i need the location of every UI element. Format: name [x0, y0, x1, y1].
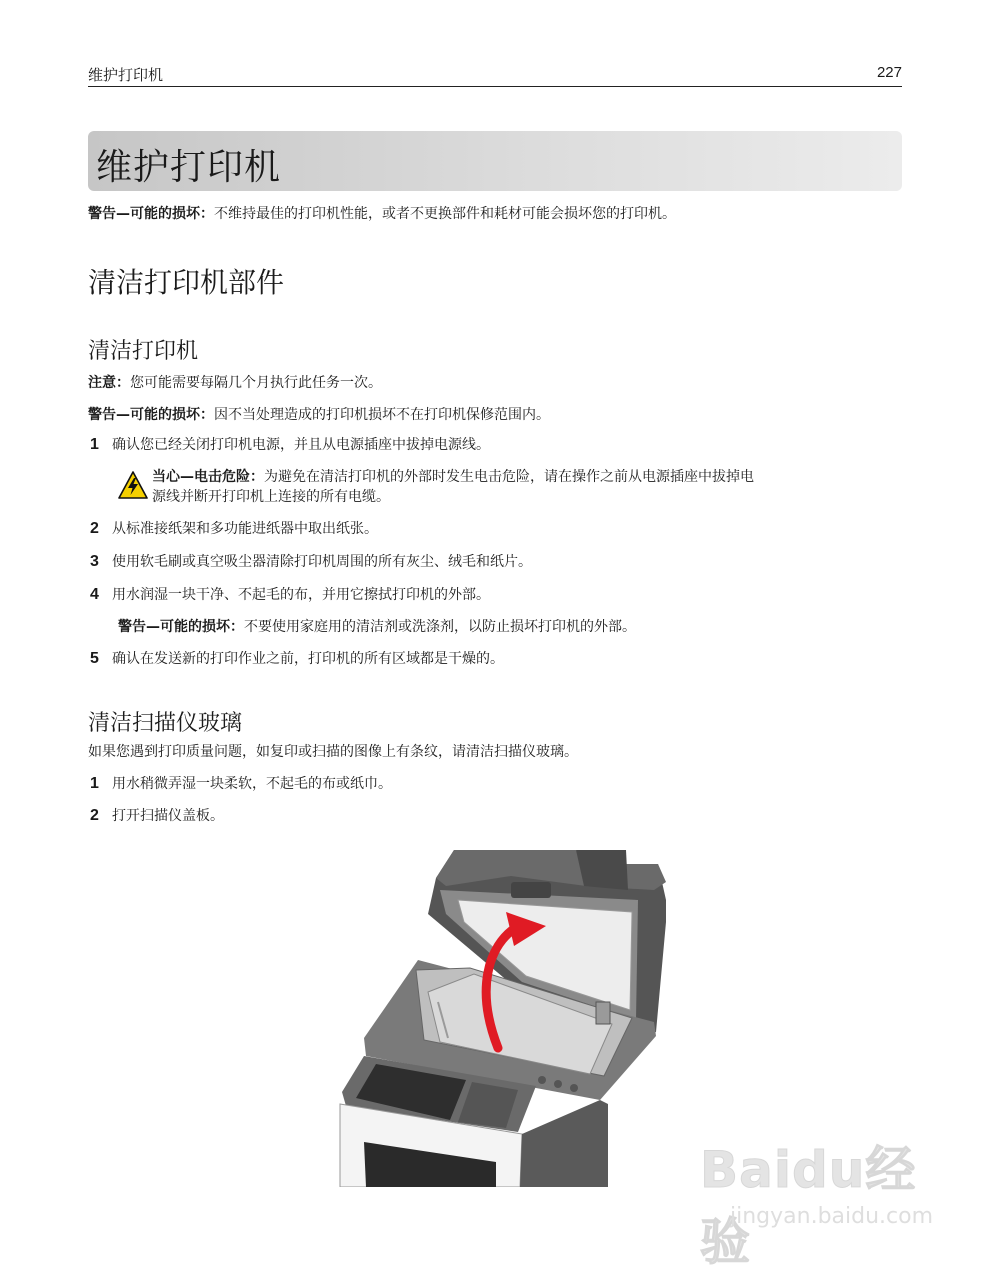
glass-step-1: [90, 774, 392, 794]
running-header: [88, 62, 902, 87]
glass-step-2: [90, 806, 224, 826]
watermark-logo: Baidu经验: [700, 1141, 917, 1271]
step-number: 5: [90, 650, 99, 667]
step-text: 确认您已经关闭打印机电源，并且从电源插座中拔掉电源线。: [112, 437, 490, 453]
chapter-title: 维护打印机: [96, 147, 282, 188]
section-title: 清洁打印机部件: [88, 266, 285, 299]
step-4: [90, 585, 490, 605]
step-3: [90, 552, 532, 572]
step-5: [90, 649, 504, 669]
warning-text: 因不当处理造成的打印机损坏不在打印机保修范围内。: [214, 407, 550, 423]
electric-hazard-icon: [118, 471, 148, 499]
hinge: [596, 1002, 610, 1024]
subsection-title-clean-glass: 清洁扫描仪玻璃: [88, 711, 243, 736]
warranty-warning: [88, 405, 550, 425]
step-text: 用水润湿一块干净、不起毛的布，并用它擦拭打印机的外部。: [112, 587, 490, 603]
caution-text-line1: 为避免在清洁打印机的外部时发生电击危险，请在操作之前从电源插座中拔掉电: [264, 469, 754, 485]
subsection-title-clean-printer: 清洁打印机: [88, 339, 199, 364]
watermark-url: jingyan.baidu.com: [730, 1204, 934, 1229]
clean-glass-intro: 如果您遇到打印质量问题，如复印或扫描的图像上有条纹，请清洁扫描仪玻璃。: [88, 744, 578, 760]
step-number: 1: [90, 436, 99, 453]
step-1: [90, 435, 490, 455]
running-header-title: 维护打印机: [88, 66, 164, 84]
step-number: 2: [90, 520, 99, 537]
lid-handle: [511, 882, 551, 898]
step-text: 确认在发送新的打印作业之前，打印机的所有区域都是干燥的。: [112, 651, 504, 667]
printer-scanner-illustration: [336, 842, 686, 1187]
step-4-warning: [118, 617, 636, 637]
page-number: 227: [876, 64, 902, 81]
step-text: 用水稍微弄湿一块柔软，不起毛的布或纸巾。: [112, 776, 392, 792]
step-text: 使用软毛刷或真空吸尘器清除打印机周围的所有灰尘、绒毛和纸片。: [112, 554, 532, 570]
step-number: 4: [90, 586, 99, 603]
step-number: 3: [90, 553, 99, 570]
printer-body-side: [520, 1100, 608, 1187]
note: [88, 373, 382, 393]
step-text: 从标准接纸架和多功能进纸器中取出纸张。: [112, 521, 378, 537]
note-text: 您可能需要每隔几个月执行此任务一次。: [130, 375, 382, 391]
warning-text: 不维持最佳的打印机性能，或者不更换部件和耗材可能会损坏您的打印机。: [214, 206, 676, 222]
warning-text: 不要使用家庭用的清洁剂或洗涤剂，以防止损坏打印机的外部。: [244, 619, 636, 635]
warning-label: 警告—可能的损坏：: [118, 619, 244, 635]
intro-warning: [88, 204, 676, 224]
caution-label: 当心—电击危险：: [152, 469, 264, 485]
chapter-banner: [88, 131, 902, 191]
step-number: 1: [90, 775, 99, 792]
note-label: 注意：: [88, 375, 130, 391]
baidu-watermark: [700, 1130, 934, 1271]
caution-text-line2: 源线并断开打印机上连接的所有电缆。: [152, 489, 390, 505]
warning-label: 警告—可能的损坏：: [88, 407, 214, 423]
warning-label: 警告—可能的损坏：: [88, 206, 214, 222]
adf-top: [576, 850, 628, 890]
step-text: 打开扫描仪盖板。: [112, 808, 224, 824]
step-2: [90, 519, 378, 539]
step-number: 2: [90, 807, 99, 824]
